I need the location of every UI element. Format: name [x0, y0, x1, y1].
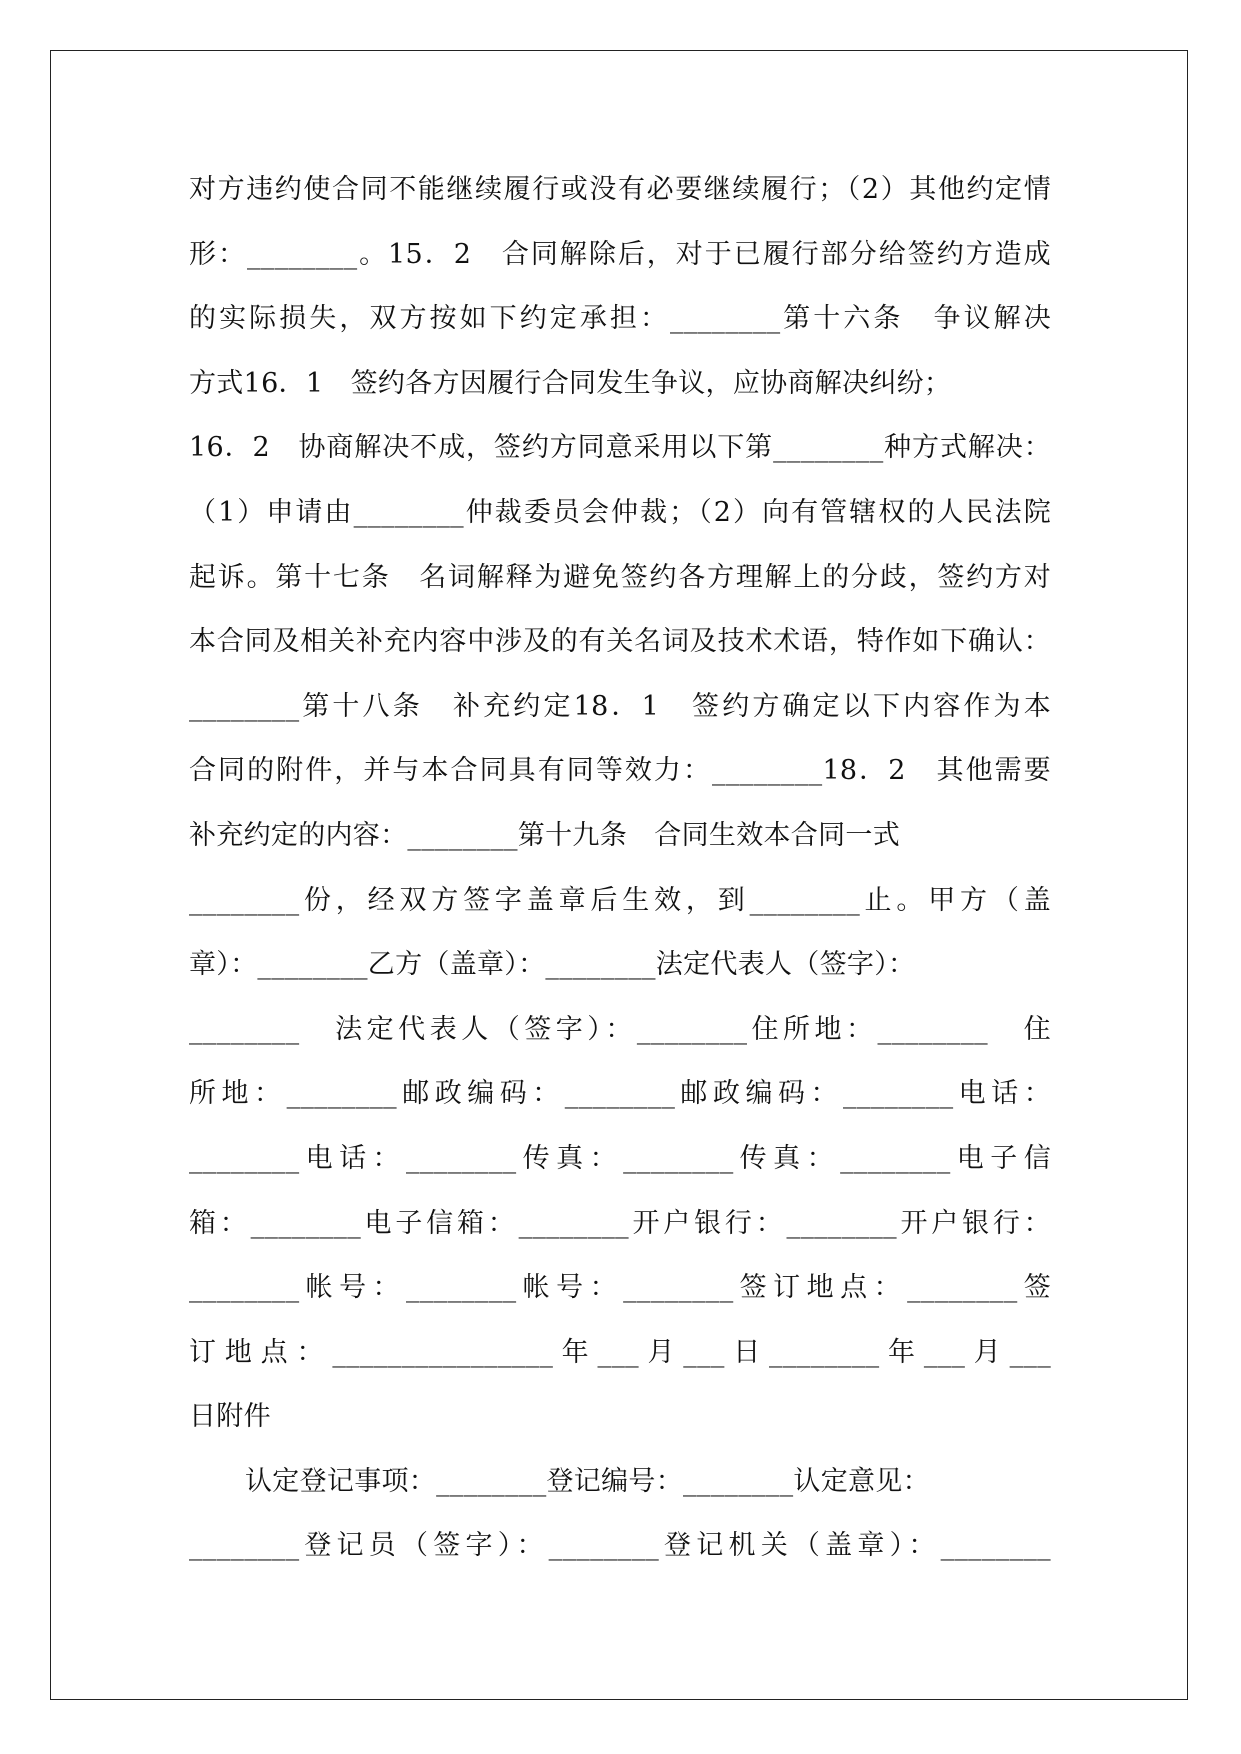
document-body	[189, 158, 1051, 1579]
text-line-3: 的实际损失，双方按如下约定承担：________第十六条 争议解决	[189, 303, 1051, 335]
text-line-11: 补充约定的内容：________第十九条 合同生效本合同一式	[189, 819, 900, 851]
text-line-18: ________帐号：________帐号：________签订地点：________签	[189, 1272, 1051, 1304]
text-line-17: 箱：________电子信箱：________开户银行：________开户银行：	[189, 1207, 1051, 1239]
text-line-14: ________ 法定代表人（签字）：________住所地：________ 住	[189, 1013, 1051, 1045]
text-line-10: 合同的附件，并与本合同具有同等效力：________18．2 其他需要	[189, 755, 1051, 787]
text-line-1: 对方违约使合同不能继续履行或没有必要继续履行；（2）其他约定情	[189, 174, 1051, 205]
text-line-19: 订地点：________________年___月___日________年___月___	[189, 1336, 1051, 1368]
text-line-12: ________份，经双方签字盖章后生效，到________止。甲方（盖	[189, 884, 1051, 916]
text-line-9: ________第十八条 补充约定18．1 签约方确定以下内容作为本	[189, 690, 1051, 722]
text-line-6: （1）申请由________仲裁委员会仲裁；（2）向有管辖权的人民法院	[189, 496, 1051, 528]
text-line-15: 所地：________邮政编码：________邮政编码：________电话：	[189, 1078, 1051, 1110]
text-line-4: 方式16．1 签约各方因履行合同发生争议，应协商解决纠纷；	[189, 367, 952, 399]
text-line-20: 日附件	[189, 1401, 271, 1433]
text-line-8: 本合同及相关补充内容中涉及的有关名词及技术术语，特作如下确认：	[189, 626, 1051, 658]
text-line-21: 认定登记事项：________登记编号：________认定意见：	[245, 1465, 930, 1497]
text-line-22: ________登记员（签字）：________登记机关（盖章）：________	[189, 1530, 1051, 1562]
text-line-13: 章）：________乙方（盖章）：________法定代表人（签字）：	[189, 949, 916, 981]
text-line-5: 16．2 协商解决不成，签约方同意采用以下第________种方式解决：	[189, 432, 1051, 464]
text-line-7: 起诉。第十七条 名词解释为避免签约各方理解上的分歧，签约方对	[189, 561, 1051, 593]
text-line-16: ________电话：________传真：________传真：________电子信	[189, 1142, 1051, 1174]
text-line-2: 形：________。15．2 合同解除后，对于已履行部分给签约方造成	[189, 238, 1051, 270]
